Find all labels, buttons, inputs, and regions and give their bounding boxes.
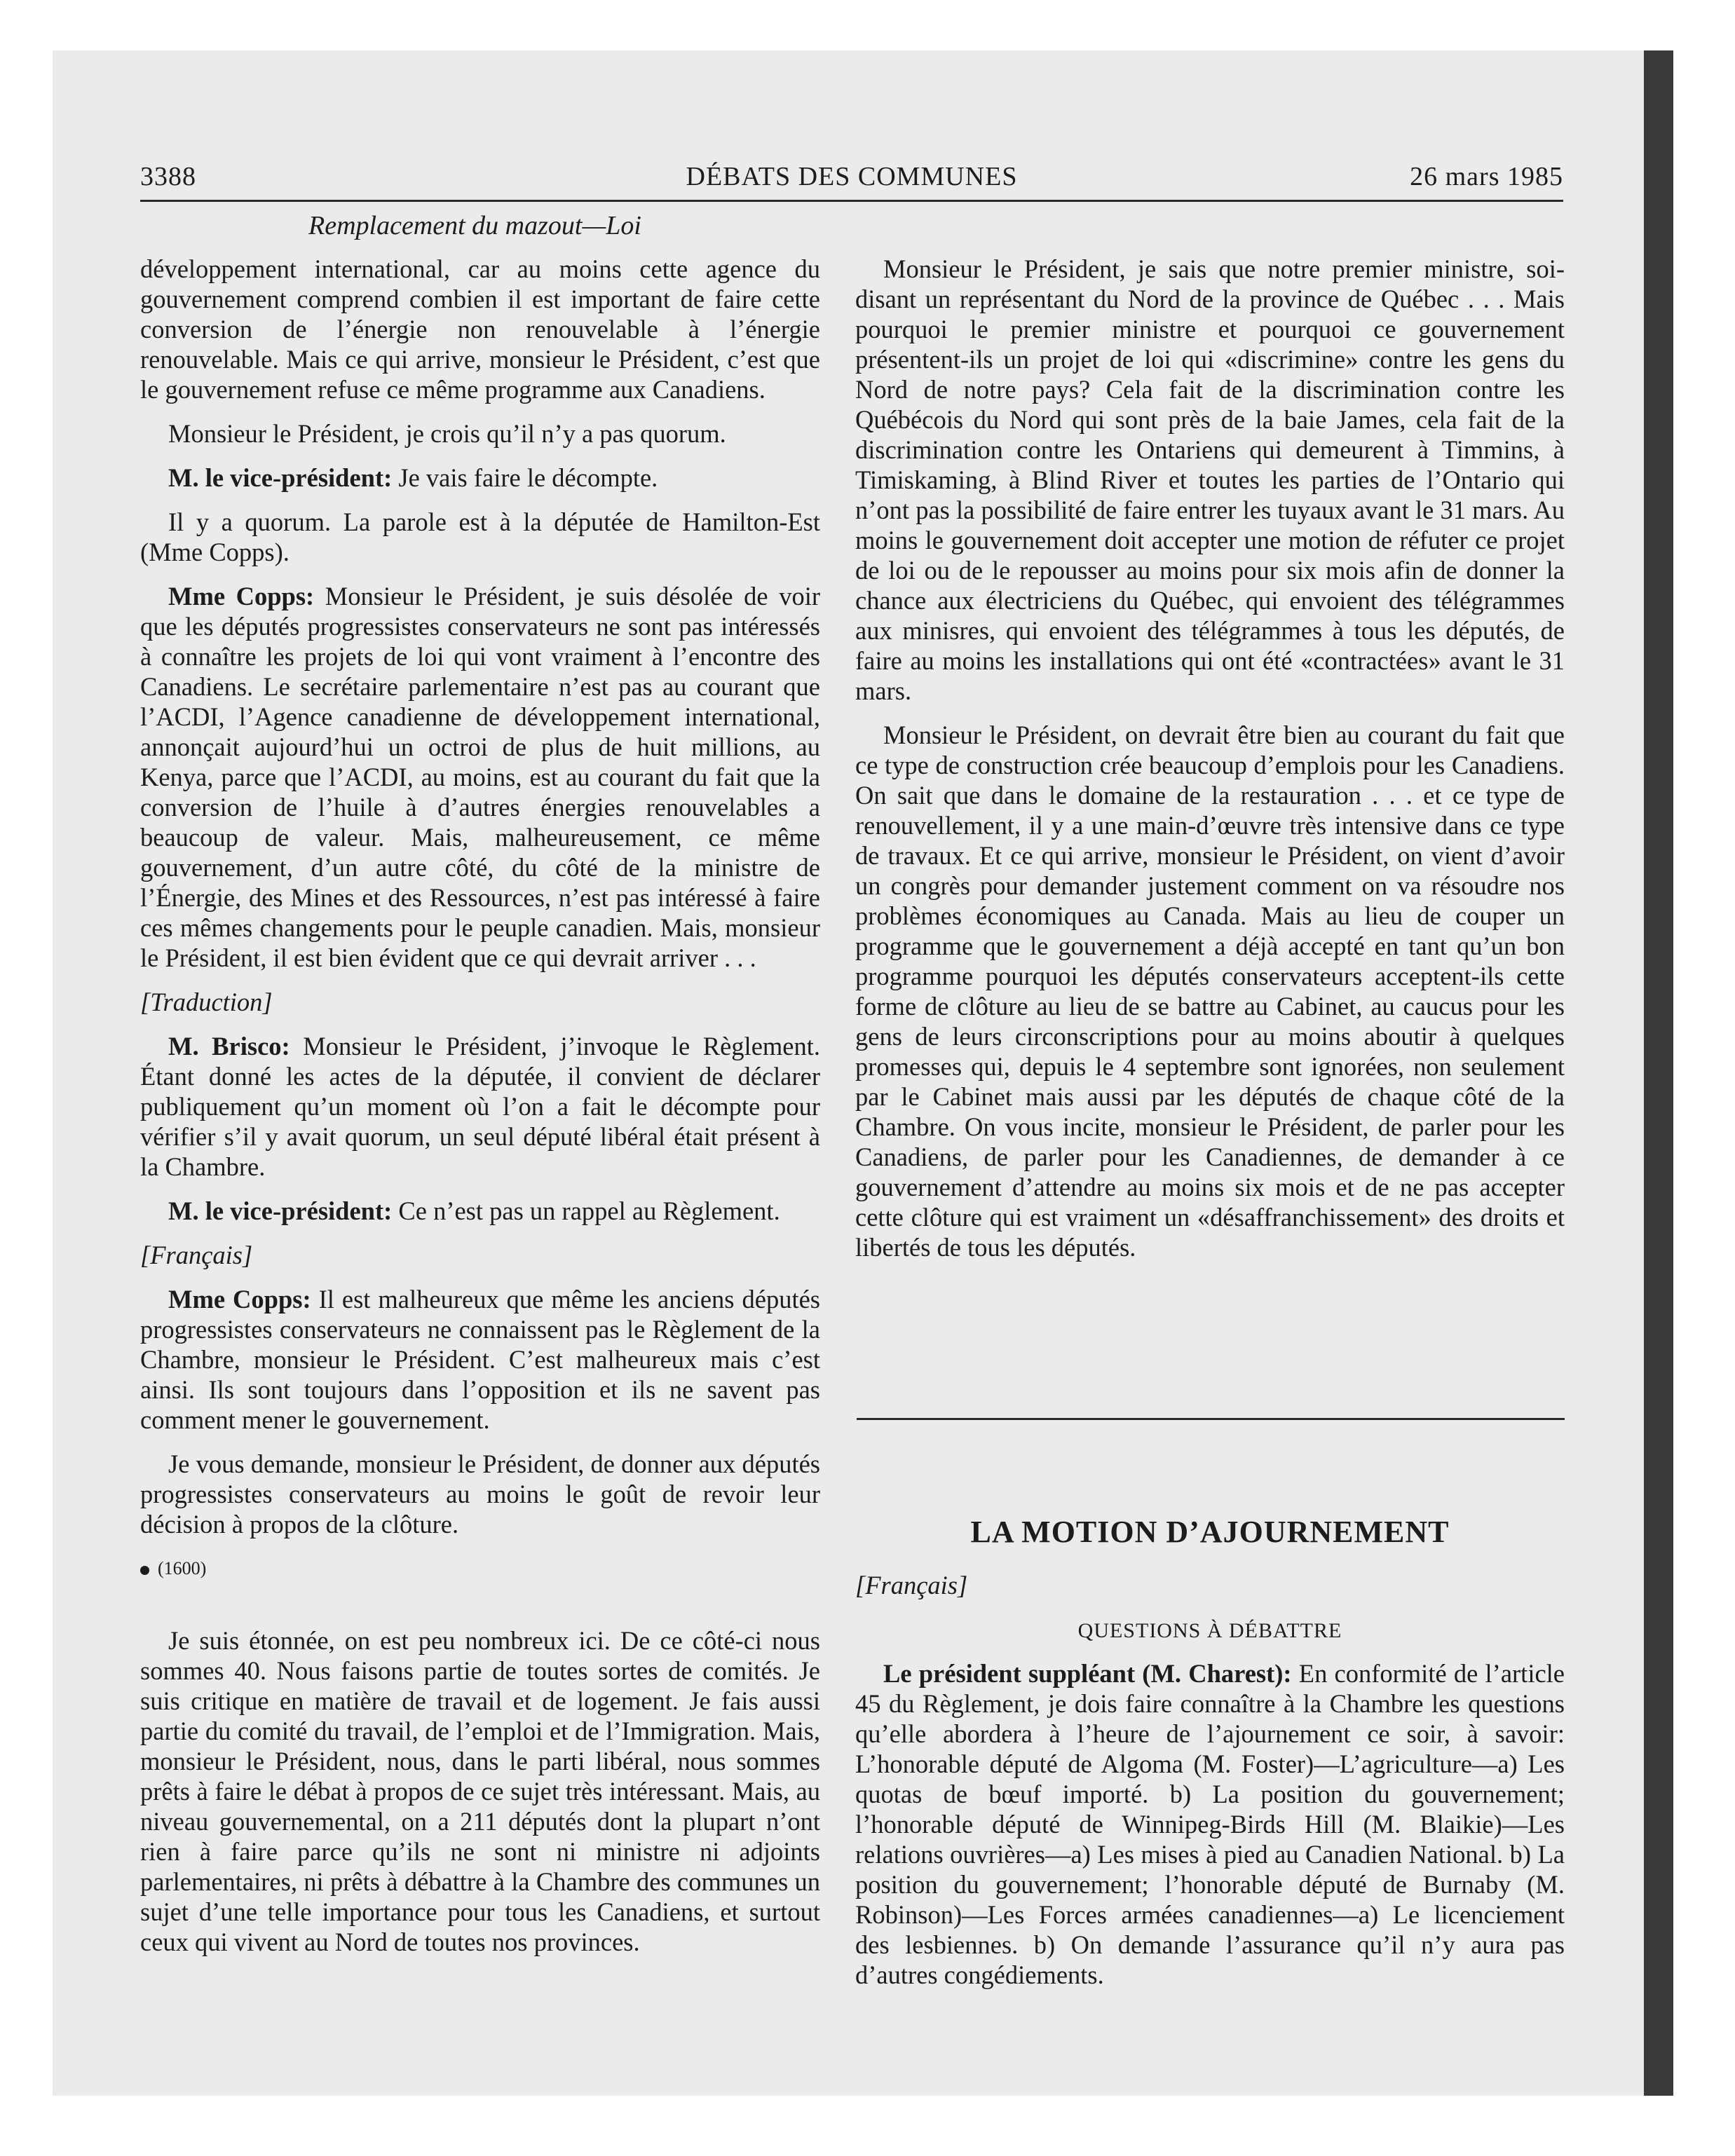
- speech-text: Ce n’est pas un rappel au Règlement.: [392, 1196, 780, 1225]
- right-column: [855, 254, 1565, 1276]
- speech-text: Monsieur le Président, je suis désolée de voir que les députés progressistes conservateurs ne sont pas intéressés à connaître les projets de loi qui vont vraiment à l’encontre des Canadiens. Le secrétaire parlementaire n’est pas au courant que l’ACDI, l’Agence canadienne de développement international, annonçait aujourd’hui un octroi de plus de huit millions, au Kenya, parce que l’ACDI, au moins, est au courant du fait que la conversion de l’huile à d’autres énergies renouvelables a beaucoup de valeur. Mais, malheureusement, ce même gouvernement, d’un autre côté, du côté de la ministre de l’Énergie, des Mines et des Ressources, n’est pas intéressé à faire ces mêmes changements pour le peuple canadien. Mais, monsieur le Président, il est bien évident que ce qui devrait arriver . . .: [140, 582, 821, 972]
- paragraph: Monsieur le Président, on devrait être bien au courant du fait que ce type de construction crée beaucoup d’emplois pour les Canadiens. On sait que dans le domaine de la restauration . . . et ce type de renouvellement, il y a une main-d’œuvre très intensive dans ce type de travaux. Et ce qui arrive, monsieur le Président, on vient d’avoir un congrès pour demander justement comment on va résoudre nos problèmes économiques au Canada. Mais au lieu de couper un programme que le gouvernement a déjà accepté en tant qu’un bon programme pourquoi les députés conservateurs acceptent-ils cette forme de clôture au lieu de se battre au Cabinet, au caucus pour les gens de leurs circonscriptions pour au moins aboutir à quelques promesses qui, depuis le 4 septembre sont ignorées, non seulement par le Cabinet mais aussi par les députés de chaque côté de la Chambre. On vous incite, monsieur le Président, de parler pour les Canadiens, de parler pour les Canadiennes, de demander à ce gouvernement d’attendre au moins six mois et de ne pas accepter cette clôture qui est vraiment un «désaffranchissement» des droits et libertés de tous les députés.: [855, 721, 1565, 1262]
- speaker-name: Mme Copps:: [168, 582, 315, 610]
- running-subheading: Remplacement du mazout—Loi: [308, 211, 641, 240]
- paragraph: Je suis étonnée, on est peu nombreux ici. De ce côté-ci nous sommes 40. Nous faisons partie de toutes sortes de comités. Je suis critique en matière de travail et de logement. Je fais aussi partie du comité du travail, de l’emploi et de l’Immigration. Mais, monsieur le Président, nous, dans le parti libéral, nous sommes prêts à faire le débat à propos de ce sujet très intéressant. Mais, au niveau gouvernemental, on a 211 députés dont la plupart n’ont rien à faire parce qu’ils ne sont ni ministre ni adjoints parlementaires, ni prêts à débattre à la Chambre des communes un sujet d’une telle importance pour tous les Canadiens, et surtout ceux qui vivent au Nord de toutes nos provinces.: [140, 1626, 820, 1956]
- paragraph: [140, 1031, 820, 1182]
- speaker-name: Mme Copps:: [168, 1285, 311, 1314]
- section-title: LA MOTION D’AJOURNEMENT: [970, 1515, 1450, 1549]
- questions-heading: QUESTIONS À DÉBATTRE: [1077, 1619, 1342, 1642]
- page-number: 3388: [140, 162, 196, 191]
- speech-text: Je vais faire le décompte.: [392, 463, 658, 492]
- right-column-lower: [855, 1570, 1565, 2004]
- page-date: 26 mars 1985: [1410, 162, 1563, 191]
- paragraph: développement international, car au moins cette agence du gouvernement comprend combien il est important de faire cette conversion de l’énergie non renouvelable à l’énergie renouvelable. Mais ce qui arrive, monsieur le Président, c’est que le gouvernement refuse ce même programme aux Canadiens.: [140, 254, 820, 404]
- speaker-name: Le président suppléant (M. Charest):: [883, 1659, 1292, 1688]
- paragraph: [140, 581, 820, 973]
- bullet-icon: [140, 1566, 149, 1575]
- speaker-name: M. le vice-président:: [168, 1196, 393, 1225]
- speech-text: En conformité de l’article 45 du Règlement, je dois faire connaître à la Chambre les questions qu’elle abordera à l’heure de l’ajournement ce soir, à savoir: L’honorable député de Algoma (M. Foster)—L’agriculture—a) Les quotas de bœuf importé. b) La position du gouvernement; l’honorable député de Winnipeg-Birds Hill (M. Blaikie)—Les relations ouvrières—a) Les mises à pied au Canadien National. b) La position du gouvernement; l’honorable député de Burnaby (M. Robinson)—Les Forces armées canadiennes—a) Le licenciement des lesbiennes. b) On demande l’assurance qu’il n’y aura pas d’autres congédiements.: [855, 1659, 1565, 1989]
- paragraph: [140, 463, 820, 493]
- paragraph: Monsieur le Président, je crois qu’il n’y a pas quorum.: [168, 419, 726, 448]
- speech-text: Monsieur le Président, j’invoque le Règlement. Étant donné les actes de la députée, il convient de déclarer publiquement qu’un moment où l’on a fait le décompte pour vérifier s’il y avait quorum, un seul député libéral était présent à la Chambre.: [140, 1032, 821, 1181]
- speaker-name: M. le vice-président:: [168, 463, 393, 492]
- paragraph: Je vous demande, monsieur le Président, de donner aux députés progressistes conservateurs au moins le goût de revoir leur décision à propos de la clôture.: [140, 1449, 820, 1538]
- timestamp-text: (1600): [158, 1558, 207, 1578]
- speech-text: Il est malheureux que même les anciens députés progressistes conservateurs ne connaissent pas le Règlement de la Chambre, monsieur le Président. C’est malheureux mais c’est ainsi. Ils sont toujours dans l’opposition et ils ne savent pas comment mener le gouvernement.: [140, 1285, 820, 1434]
- paragraph: Monsieur le Président, je sais que notre premier ministre, soi-disant un représentant du Nord de la province de Québec . . . Mais pourquoi le premier ministre et pourquoi ce gouvernement présentent-ils un projet de loi qui «discrimine» contre les gens du Nord de notre pays? Cela fait de la discrimination contre les Québécois du Nord qui sont près de la baie James, cela fait de la discrimination contre les Ontariens qui demeurent à Timmins, à Timiskaming, à Blind River et toutes les parties de l’Ontario qui n’ont pas la possibilité de faire entrer les tuyaux avant le 31 mars. Au moins le gouvernement doit accepter une motion de réfuter ce projet de loi ou de le repousser au moins pour six mois afin de donner la chance aux électriciens du Québec, qui envoient des télégrammes aux minisres, qui envoient des télégrammes à tous les députés, de faire au moins les installations qui ont été «contractées» avant le 31 mars.: [855, 254, 1565, 705]
- paragraph: [140, 1284, 820, 1435]
- left-column: [140, 254, 820, 1971]
- paragraph: [140, 1196, 820, 1226]
- speaker-name: M. Brisco:: [168, 1032, 290, 1060]
- paragraph: Il y a quorum. La parole est à la députée de Hamilton-Est (Mme Copps).: [140, 507, 820, 566]
- language-tag: [Français]: [140, 1241, 253, 1269]
- paragraph: [855, 1658, 1565, 1990]
- publication-title: DÉBATS DES COMMUNES: [686, 162, 1018, 191]
- language-tag: [Français]: [855, 1571, 968, 1599]
- section-divider: [857, 1418, 1565, 1420]
- language-tag: [Traduction]: [140, 988, 273, 1016]
- binding-edge: [1644, 50, 1673, 2096]
- timestamp: [140, 1553, 820, 1583]
- page-header: [140, 158, 1563, 202]
